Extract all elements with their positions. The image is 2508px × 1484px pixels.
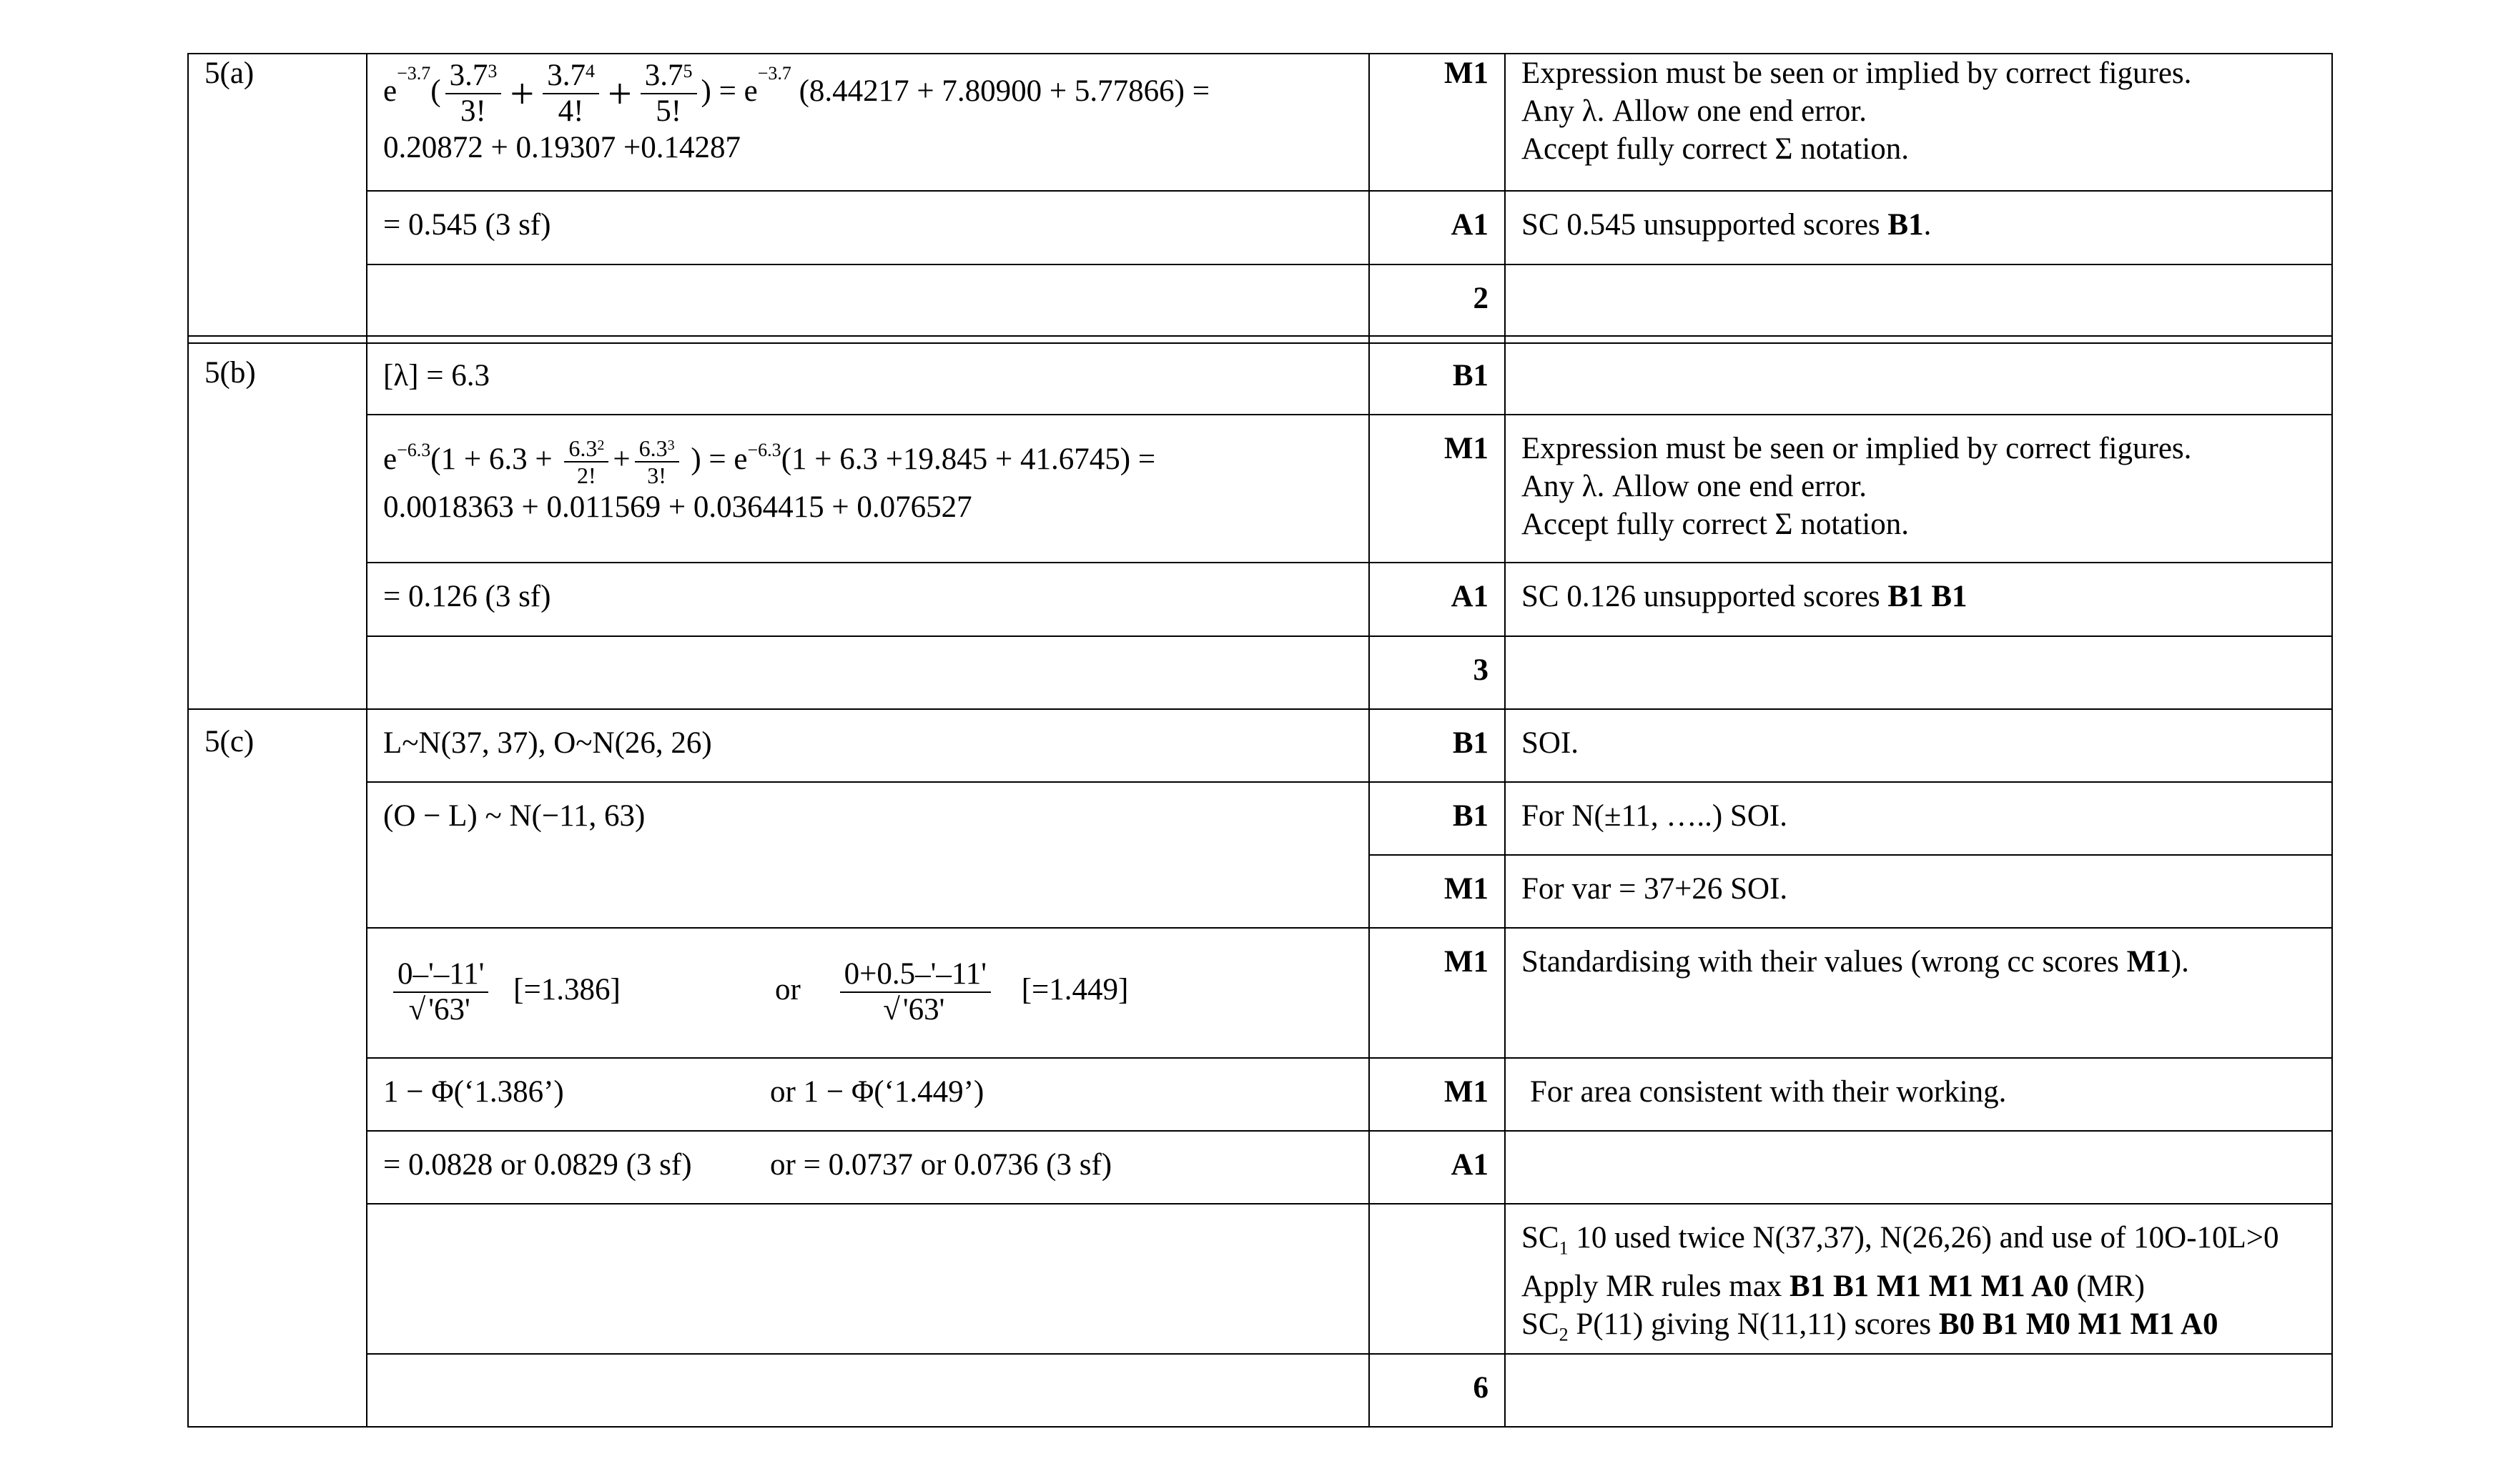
answer-cell: = 0.545 (3 sf)	[367, 191, 1369, 264]
answer-cell	[367, 1204, 1369, 1354]
answer-cell: = 0.0828 or 0.0829 (3 sf) or = 0.0737 or 0.0736 (3 sf)	[367, 1131, 1369, 1204]
question-number: 5(b)	[188, 343, 367, 709]
mark	[1369, 1204, 1505, 1354]
mark: B1	[1369, 782, 1505, 855]
answer-cell	[367, 928, 1369, 1058]
table-row	[188, 563, 2332, 636]
table-row	[188, 1204, 2332, 1354]
standardise-expression-2: or $\frac{0+0.5-'-11'}{√'63'}$ [=1.449]	[775, 957, 1129, 1027]
mark: A1	[1369, 563, 1505, 636]
table-row	[188, 782, 2332, 855]
special-case-guidance: $SC_1$ 10 used twice N(37,37), N(26,26) and use of 10O-10L>0 Apply MR rules max B1 B1 M1 M1 M1 A0 (MR) $SC_2$ P(11) giving N(11,11) scores B0 B1 M0 M1 M1 A0	[1505, 1204, 2332, 1354]
answer-cell: L~N(37, 37), O~N(26, 26)	[367, 709, 1369, 782]
guidance-cell	[1505, 343, 2332, 415]
guidance-cell: For N(±11, …..) SOI.	[1505, 782, 2332, 855]
mark: A1	[1369, 191, 1505, 264]
table-row	[188, 54, 2332, 191]
poisson-expression: $e^{-3.7}$( $\frac{3.7^3}{3!}$ + $\frac{3.7^4}{4!}$ + $\frac{3.7^5}{5!}$ ) = $e^{-3.7}$ (8.44217 + 7.80900 + 5.77866) =	[383, 59, 1210, 128]
answer-cell	[367, 264, 1369, 336]
poisson-expression: $e^{-6.3}(1 + 6.3$ + $\frac{6.3^2}{2!}$ + $\frac{6.3^3}{3!}$ ) = $e^{-6.3}(1 + 6.3 +19.845 + 41.6745)$ =	[383, 435, 1156, 488]
guidance-cell: SOI.	[1505, 709, 2332, 782]
answer-cell: [λ] = 6.3	[367, 343, 1369, 415]
answer-cell	[367, 415, 1369, 563]
answer-cell	[367, 1354, 1369, 1427]
table-row	[188, 264, 2332, 336]
table-row	[188, 636, 2332, 709]
guidance-cell: Standardising with their values (wrong cc scores M1).	[1505, 928, 2332, 1058]
table-row	[188, 343, 2332, 415]
answer-cell	[367, 54, 1369, 191]
table-row	[188, 709, 2332, 782]
table-row	[188, 928, 2332, 1058]
mark: M1	[1369, 928, 1505, 1058]
table-row	[188, 1058, 2332, 1131]
guidance-cell: SC 0.126 unsupported scores B1 B1	[1505, 563, 2332, 636]
answer-line: 0.20872 + 0.19307 +0.14287	[383, 131, 741, 164]
table-row	[188, 1354, 2332, 1427]
mark: M1	[1369, 855, 1505, 928]
question-number: 5(a)	[188, 54, 367, 336]
mark: B1	[1369, 709, 1505, 782]
mark: M1	[1369, 54, 1505, 191]
guidance-cell: For area consistent with their working.	[1505, 1058, 2332, 1131]
total-mark: 6	[1369, 1354, 1505, 1427]
guidance-cell	[1505, 264, 2332, 336]
table-row	[188, 191, 2332, 264]
answer-cell: (O − L) ~ N(−11, 63)	[367, 782, 1369, 928]
mark: A1	[1369, 1131, 1505, 1204]
answer-line: 0.0018363 + 0.011569 + 0.0364415 + 0.076527	[383, 490, 972, 524]
mark: B1	[1369, 343, 1505, 415]
section-separator	[188, 336, 2332, 343]
table-row	[188, 415, 2332, 563]
answer-cell: = 0.126 (3 sf)	[367, 563, 1369, 636]
guidance-cell: Expression must be seen or implied by correct figures. Any λ. Allow one end error. Accept fully correct Σ notation.	[1505, 415, 2332, 563]
guidance-cell	[1505, 1131, 2332, 1204]
total-mark: 2	[1369, 264, 1505, 336]
guidance-cell: SC 0.545 unsupported scores B1.	[1505, 191, 2332, 264]
guidance-cell	[1505, 1354, 2332, 1427]
mark: M1	[1369, 1058, 1505, 1131]
total-mark: 3	[1369, 636, 1505, 709]
guidance-cell: Expression must be seen or implied by correct figures. Any λ. Allow one end error. Accept fully correct Σ notation.	[1505, 54, 2332, 191]
question-number: 5(c)	[188, 709, 367, 1427]
answer-cell: 1 − Φ(‘1.386’) or 1 − Φ(‘1.449’)	[367, 1058, 1369, 1131]
guidance-cell	[1505, 636, 2332, 709]
mark-scheme-table	[187, 53, 2333, 1428]
mark: M1	[1369, 415, 1505, 563]
guidance-cell: For var = 37+26 SOI.	[1505, 855, 2332, 928]
table-row	[188, 1131, 2332, 1204]
standardise-expression-1: $\frac{0-'-11'}{√'63'}$ [=1.386]	[389, 957, 621, 1027]
answer-cell	[367, 636, 1369, 709]
